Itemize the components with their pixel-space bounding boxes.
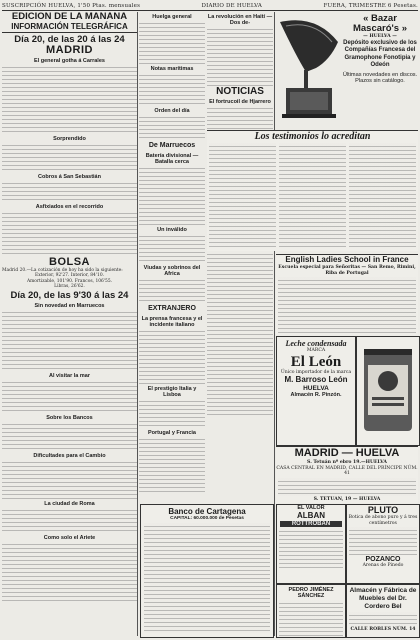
muebles-body [349,612,417,626]
masthead-bar [2,1,418,11]
testimonios-body [207,143,418,247]
article-body [2,379,137,413]
bank-details [144,523,270,633]
subheading: Sorprendido [53,136,86,142]
newspaper-title: DIARIO DE HUELVA [201,2,263,9]
bolsa-text: Madrid 20.—La cotización de hoy ha sido la siguiente: [2,268,123,273]
pedro-ad [276,584,346,638]
madrid-huelva-body [278,478,416,496]
rottroban-alban: ALBAN [297,511,325,520]
madrid-huelva-title: MADRID — HUELVA [294,447,400,459]
testimonios-title: Los testimonios lo acreditan [254,131,371,142]
barroso-name: M. Barroso León [284,375,348,384]
article-body [139,72,205,106]
subheading: Portugal y Francia [148,430,196,436]
pozanco-title: POZANCO [365,556,401,563]
article-body [139,20,205,64]
muebles-address: CALLE ROBLES NÚM. 14 [350,627,416,632]
english-title: English Ladies School in France [285,255,409,264]
pluto-sub: Botica de abono puro y á tres centímetros [348,515,418,526]
article-body [2,507,137,533]
pedro-title: PEDRO JIMÉNEZ SÁNCHEZ [288,587,334,599]
column-telegraphic [2,12,137,638]
article-body [207,251,273,415]
milk-tin-icon [360,345,416,437]
section-heading: INFORMACIÓN TELEGRÁFICA [2,22,137,33]
subheading: Un inválido [157,227,187,233]
testimonios-ad [207,130,418,251]
bank-capital: CAPITAL: 60.000.000 de Pesetas [170,516,244,521]
subheading: La revolución en Haití — Dos de- [207,14,273,26]
article-body [139,277,205,303]
leche-ad [276,336,356,446]
madrid-huelva-sub: S. Tetuán nº ebro 19.—HUELVA [307,460,387,465]
subheading: Al visitar la mar [49,373,90,380]
english-sub: Escuela especial para Señoritas — San Remo, Rimini, Riba de Portugal [278,265,416,276]
article-body [139,114,205,140]
subheading: Batería divisional — Batalla cerca [145,153,199,165]
subscription-text: SUSCRIPCIÓN HUELVA, 1'50 Ptas. mensuales [2,2,141,9]
pluto-title: PLUTO [367,505,399,515]
article-body [139,165,205,225]
subheading: Huelga general [152,14,192,20]
barroso-city: HUELVA [303,385,329,392]
column-rule [274,12,275,636]
date-heading: Día 20, de las 9'30 á las 24 [10,290,129,302]
subheading: Orden del día [154,108,190,114]
arenas-text: Arenas de Pinedo [362,563,404,568]
pedro-body [279,600,343,638]
bazar-last: Últimas novedades en discos. Plazos sin catálogo. [342,71,418,85]
subheading: Como solo el Ariete [43,535,96,542]
article-body [2,421,137,451]
bolsa-heading: BOLSA [49,256,90,268]
extranjero-heading: EXTRANJERO [148,305,196,312]
price-text: FUERA, TRIMESTRE 6 Pesetas. [323,2,418,9]
article-body [2,142,137,172]
pluto-ad [346,504,420,584]
muebles-ad [346,584,420,638]
subheading: Sin novedad en Marruecos [34,303,105,310]
leon-title: El León [290,353,342,370]
article-body [2,210,137,254]
subheading: El fortrucoil de Hjarrero [209,99,271,105]
madrid-huelva-sub2: CASA CENTRAL EN MADRID, CALLE DEL PRÍNCIPE NÚM. 41 [276,465,418,476]
leche-title: Leche condensada [285,339,347,348]
bank-title: Banco de Cartagena [168,507,246,516]
pluto-body [349,527,417,555]
leche-marca: MARCA [306,348,326,353]
city-heading: MADRID [46,44,93,56]
leche-tin-image [356,336,420,446]
rottroban-ad [276,504,346,584]
english-body [278,277,416,333]
rottroban-name: ROTTROBAN [280,521,342,527]
rottroban-top: EL VALOR [297,505,325,511]
subheading: Dificultades para el Cambio [33,453,106,460]
noticias-heading: NOTICIAS [216,86,264,97]
bank-ad [140,504,274,638]
almacen-text: Almacén R. Pinzón. [290,392,342,398]
gramophone-icon [276,16,344,124]
bazar-city: — HUELVA — [363,34,397,39]
subheading: El general gotha á Carrales [34,58,105,64]
muebles-title: Almacén y Fábrica de Muebles del Dr. Cordero Bel [349,587,417,610]
article-body [139,398,205,428]
subheading: La ciudad de Roma [44,501,95,508]
subheading: Cobros á San Sebastián [38,174,101,180]
bolsa-line: Libras, 26'62. [54,283,85,289]
bazar-title: « Bazar Mascaró's » [352,13,407,34]
bolsa-line: Exterior, 92'27. Interior, 84'10. [34,273,105,279]
bolsa-line: Amortizable, 101'90. Francos, 106'55. [26,278,113,284]
subheading: Asfixiados en el recorrido [35,204,104,210]
edition-heading: EDICIÓN DE LA MAÑANA [11,12,128,22]
article-body [2,541,137,601]
bazar-text: Depósito exclusivo de los Compañías Francesa del Gramophone Fonotipia y Odeón [343,39,417,68]
leon-sub: Único importador de la marca [280,369,352,375]
subheading: El prestigio Italia y Lisboa [147,386,197,398]
madrid-huelva-ad [276,446,418,503]
bazar-ad [276,12,418,130]
article-body [207,26,273,86]
column-rule [137,12,138,636]
article-body [2,180,137,202]
marruecos-heading: De Marruecos [148,142,196,149]
article-body [139,328,205,384]
article-body [2,64,137,134]
subheading: La prensa francesa y el incidente italiano [141,316,203,328]
article-body [139,436,205,492]
rottroban-body [279,528,343,568]
english-school-ad [276,254,418,335]
article-body [139,233,205,263]
subheading: Sobre los Bancos [46,415,93,422]
subheading: Viudas y sobrinos del Africa [143,265,201,277]
article-body [2,459,137,499]
article-body [2,309,137,371]
date-heading: Día 20, de las 20 á las 24 [14,34,125,45]
tetuan-address: S. TETUAN, 19 — HUELVA [313,496,381,502]
subheading: Notas marítimas [150,66,194,72]
